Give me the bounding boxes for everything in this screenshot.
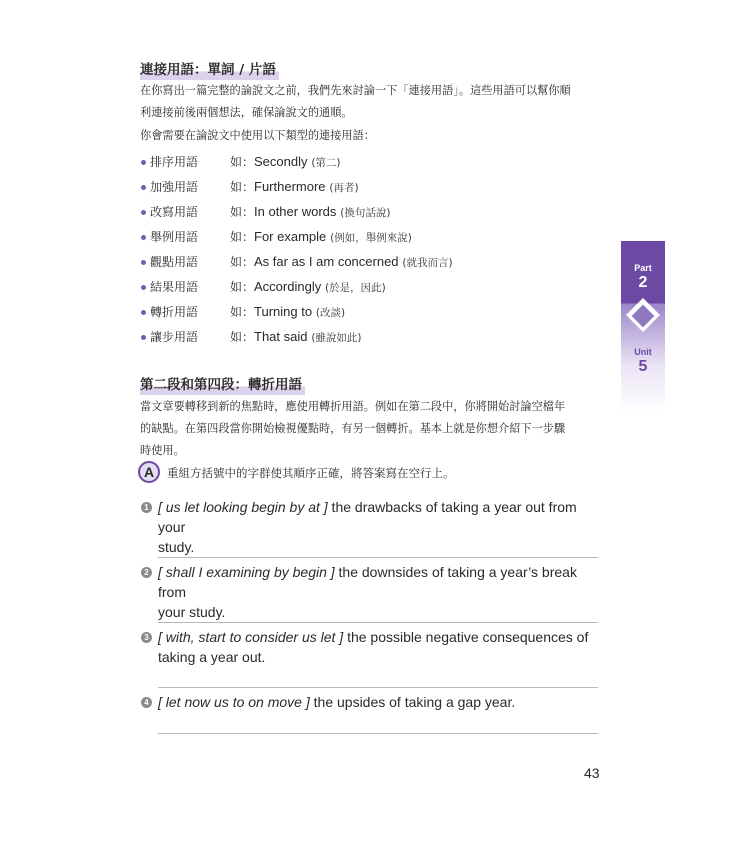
bullet-example: 如：Turning to (改談) [230,304,346,319]
transition-paragraph [140,396,602,462]
bullet-dot-icon [141,235,146,240]
bullet-dot-icon [141,185,146,190]
question-1: [ us let looking begin by at ] the drawbacks of taking a year out from your study. [158,499,577,555]
intro-line: 在你寫出一篇完整的論說文之前，我們先來討論一下「連接用語」。這些用語可以幫你順 [140,84,571,97]
exercise-badge [138,461,160,483]
bullet-example: 如：Secondly (第二) [230,154,341,169]
answer-line[interactable] [158,557,598,558]
bullet-example: 如：Accordingly (於是，因此) [230,279,386,294]
page-number: 43 [584,765,600,781]
question-number-icon: 2 [141,567,152,578]
transition-line: 當文章要轉移到新的焦點時，應使用轉折用語。例如在第二段中，你將開始討論空檔年 [140,400,566,413]
exercise-badge-letter: A [143,464,155,480]
question-number-icon: 4 [141,697,152,708]
question-number-icon: 1 [141,502,152,513]
bullet-example: 如：In other words (換句話說) [230,204,391,219]
answer-line[interactable] [158,687,598,688]
bullet-example: 如：Furthermore (再者) [230,179,359,194]
side-tab [621,241,665,414]
bullet-dot-icon [141,260,146,265]
unit-number: 5 [638,358,648,375]
bullet-example: 如：That said (雖說如此) [230,329,362,344]
types-intro: 你會需要在論說文中使用以下類型的連接用語： [140,129,375,142]
bullet-label: 排序用語 [150,155,199,169]
transition-line: 的缺點。在第四段當你開始檢視優點時，有另一個轉折。基本上就是你想介紹下一步驟 [140,422,566,435]
bullet-dot-icon [141,210,146,215]
answer-line[interactable] [158,733,598,734]
bullet-dot-icon [141,285,146,290]
bullet-label: 舉例用語 [150,230,199,244]
answer-line[interactable] [158,622,598,623]
question-number-icon: 3 [141,632,152,643]
intro-paragraph [140,80,602,124]
bullet-label: 觀點用語 [150,255,199,269]
part-label: Part [634,263,652,273]
question-4: [ let now us to on move ] the upsides of taking a gap year. [158,694,516,710]
bullet-label: 讓步用語 [150,330,199,344]
bullet-example: 如：For example (例如，舉例來說) [230,229,412,244]
section-heading-connectives: 連接用語：單詞 / 片語 [140,58,279,80]
unit-label: Unit [634,347,652,357]
question-2: [ shall I examining by begin ] the downsides of taking a year’s break from your study. [158,564,577,620]
bullet-dot-icon [141,160,146,165]
part-number: 2 [638,274,648,291]
bullet-dot-icon [141,335,146,340]
section-heading-transitions: 第二段和第四段：轉折用語 [140,373,305,395]
intro-line: 利連接前後兩個想法，確保論說文的通順。 [140,106,353,119]
exercise-instruction: 重組方括號中的字群使其順序正確，將答案寫在空行上。 [167,466,455,480]
bullet-dot-icon [141,310,146,315]
question-3: [ with, start to consider us let ] the possible negative consequences of taking a year out. [158,629,589,665]
bullet-label: 加強用語 [150,180,199,194]
bullet-label: 轉折用語 [150,305,199,319]
bullet-label: 改寫用語 [150,205,199,219]
bullet-label: 結果用語 [150,280,199,294]
bullet-example: 如：As far as I am concerned (就我而言) [230,254,453,269]
transition-line: 時使用。 [140,444,185,457]
